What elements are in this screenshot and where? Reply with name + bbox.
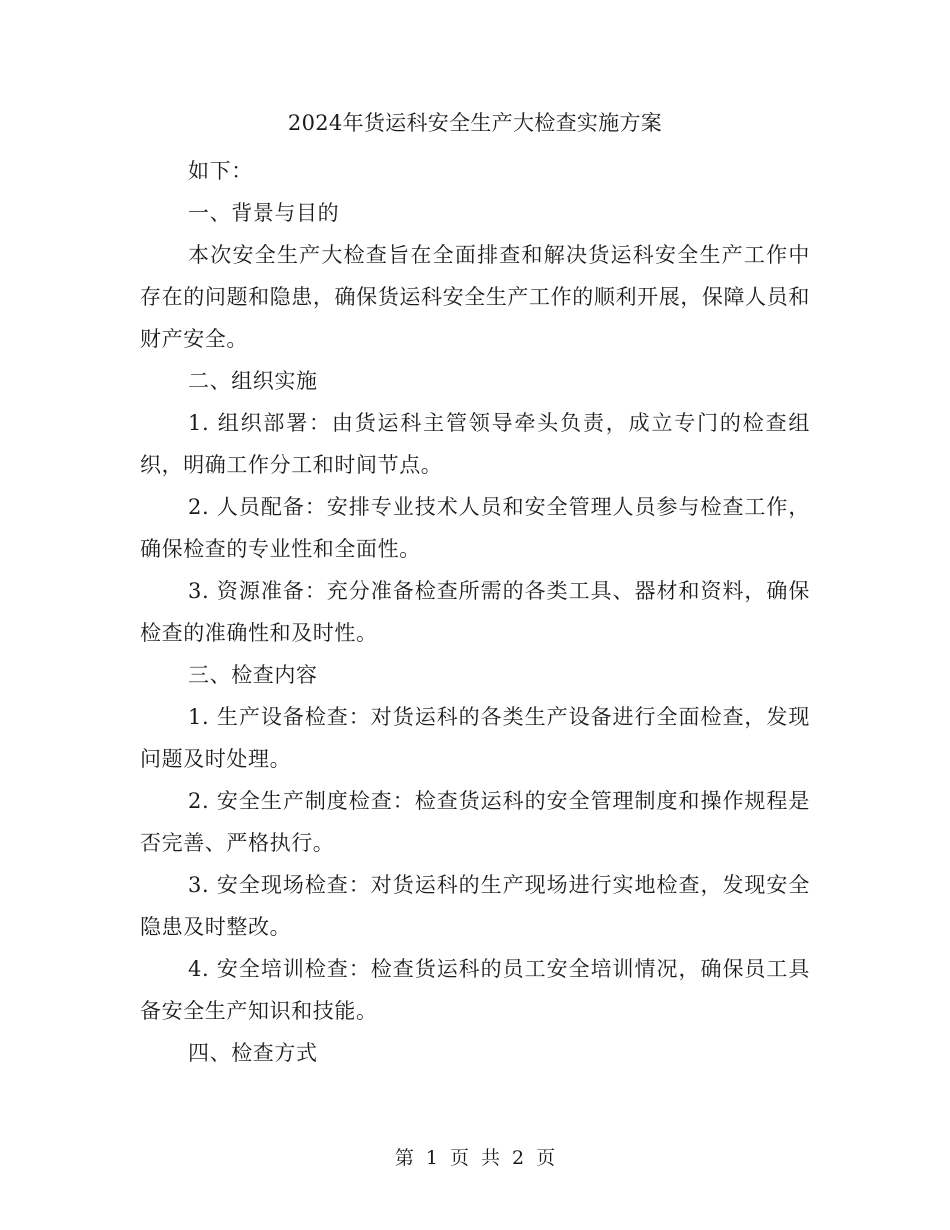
section-heading-background: 一、背景与目的 bbox=[188, 201, 340, 225]
paragraph-intro: 如下： bbox=[188, 159, 253, 183]
document-title: 2024年货运科安全生产大检查实施方案 bbox=[287, 111, 663, 135]
paragraph-content-training: 4. 安全培训检查：检查货运科的员工安全培训情况，确保员工具备安全生产知识和技能。 bbox=[140, 957, 810, 1023]
paragraph-org-resources: 3. 资源准备：充分准备检查所需的各类工具、器材和资料，确保检查的准确性和及时性。 bbox=[140, 579, 810, 645]
paragraph-content-site: 3. 安全现场检查：对货运科的生产现场进行实地检查，发现安全隐患及时整改。 bbox=[140, 873, 810, 939]
document-body bbox=[140, 150, 810, 1074]
paragraph-org-staffing: 2. 人员配备：安排专业技术人员和安全管理人员参与检查工作，确保检查的专业性和全面性。 bbox=[140, 495, 810, 561]
section-heading-organization: 二、组织实施 bbox=[188, 369, 318, 393]
paragraph-content-rules: 2. 安全生产制度检查：检查货运科的安全管理制度和操作规程是否完善、严格执行。 bbox=[140, 789, 810, 855]
paragraph-org-deployment: 1. 组织部署：由货运科主管领导牵头负责，成立专门的检查组织，明确工作分工和时间节点。 bbox=[140, 411, 810, 477]
paragraph-content-equipment: 1. 生产设备检查：对货运科的各类生产设备进行全面检查，发现问题及时处理。 bbox=[140, 705, 810, 771]
section-heading-method: 四、检查方式 bbox=[188, 1041, 318, 1065]
page-footer: 第 1 页 共 2 页 bbox=[394, 1147, 556, 1169]
section-heading-content: 三、检查内容 bbox=[188, 663, 318, 687]
paragraph-background: 本次安全生产大检查旨在全面排查和解决货运科安全生产工作中存在的问题和隐患，确保货运科安全生产工作的顺利开展，保障人员和财产安全。 bbox=[140, 243, 810, 351]
